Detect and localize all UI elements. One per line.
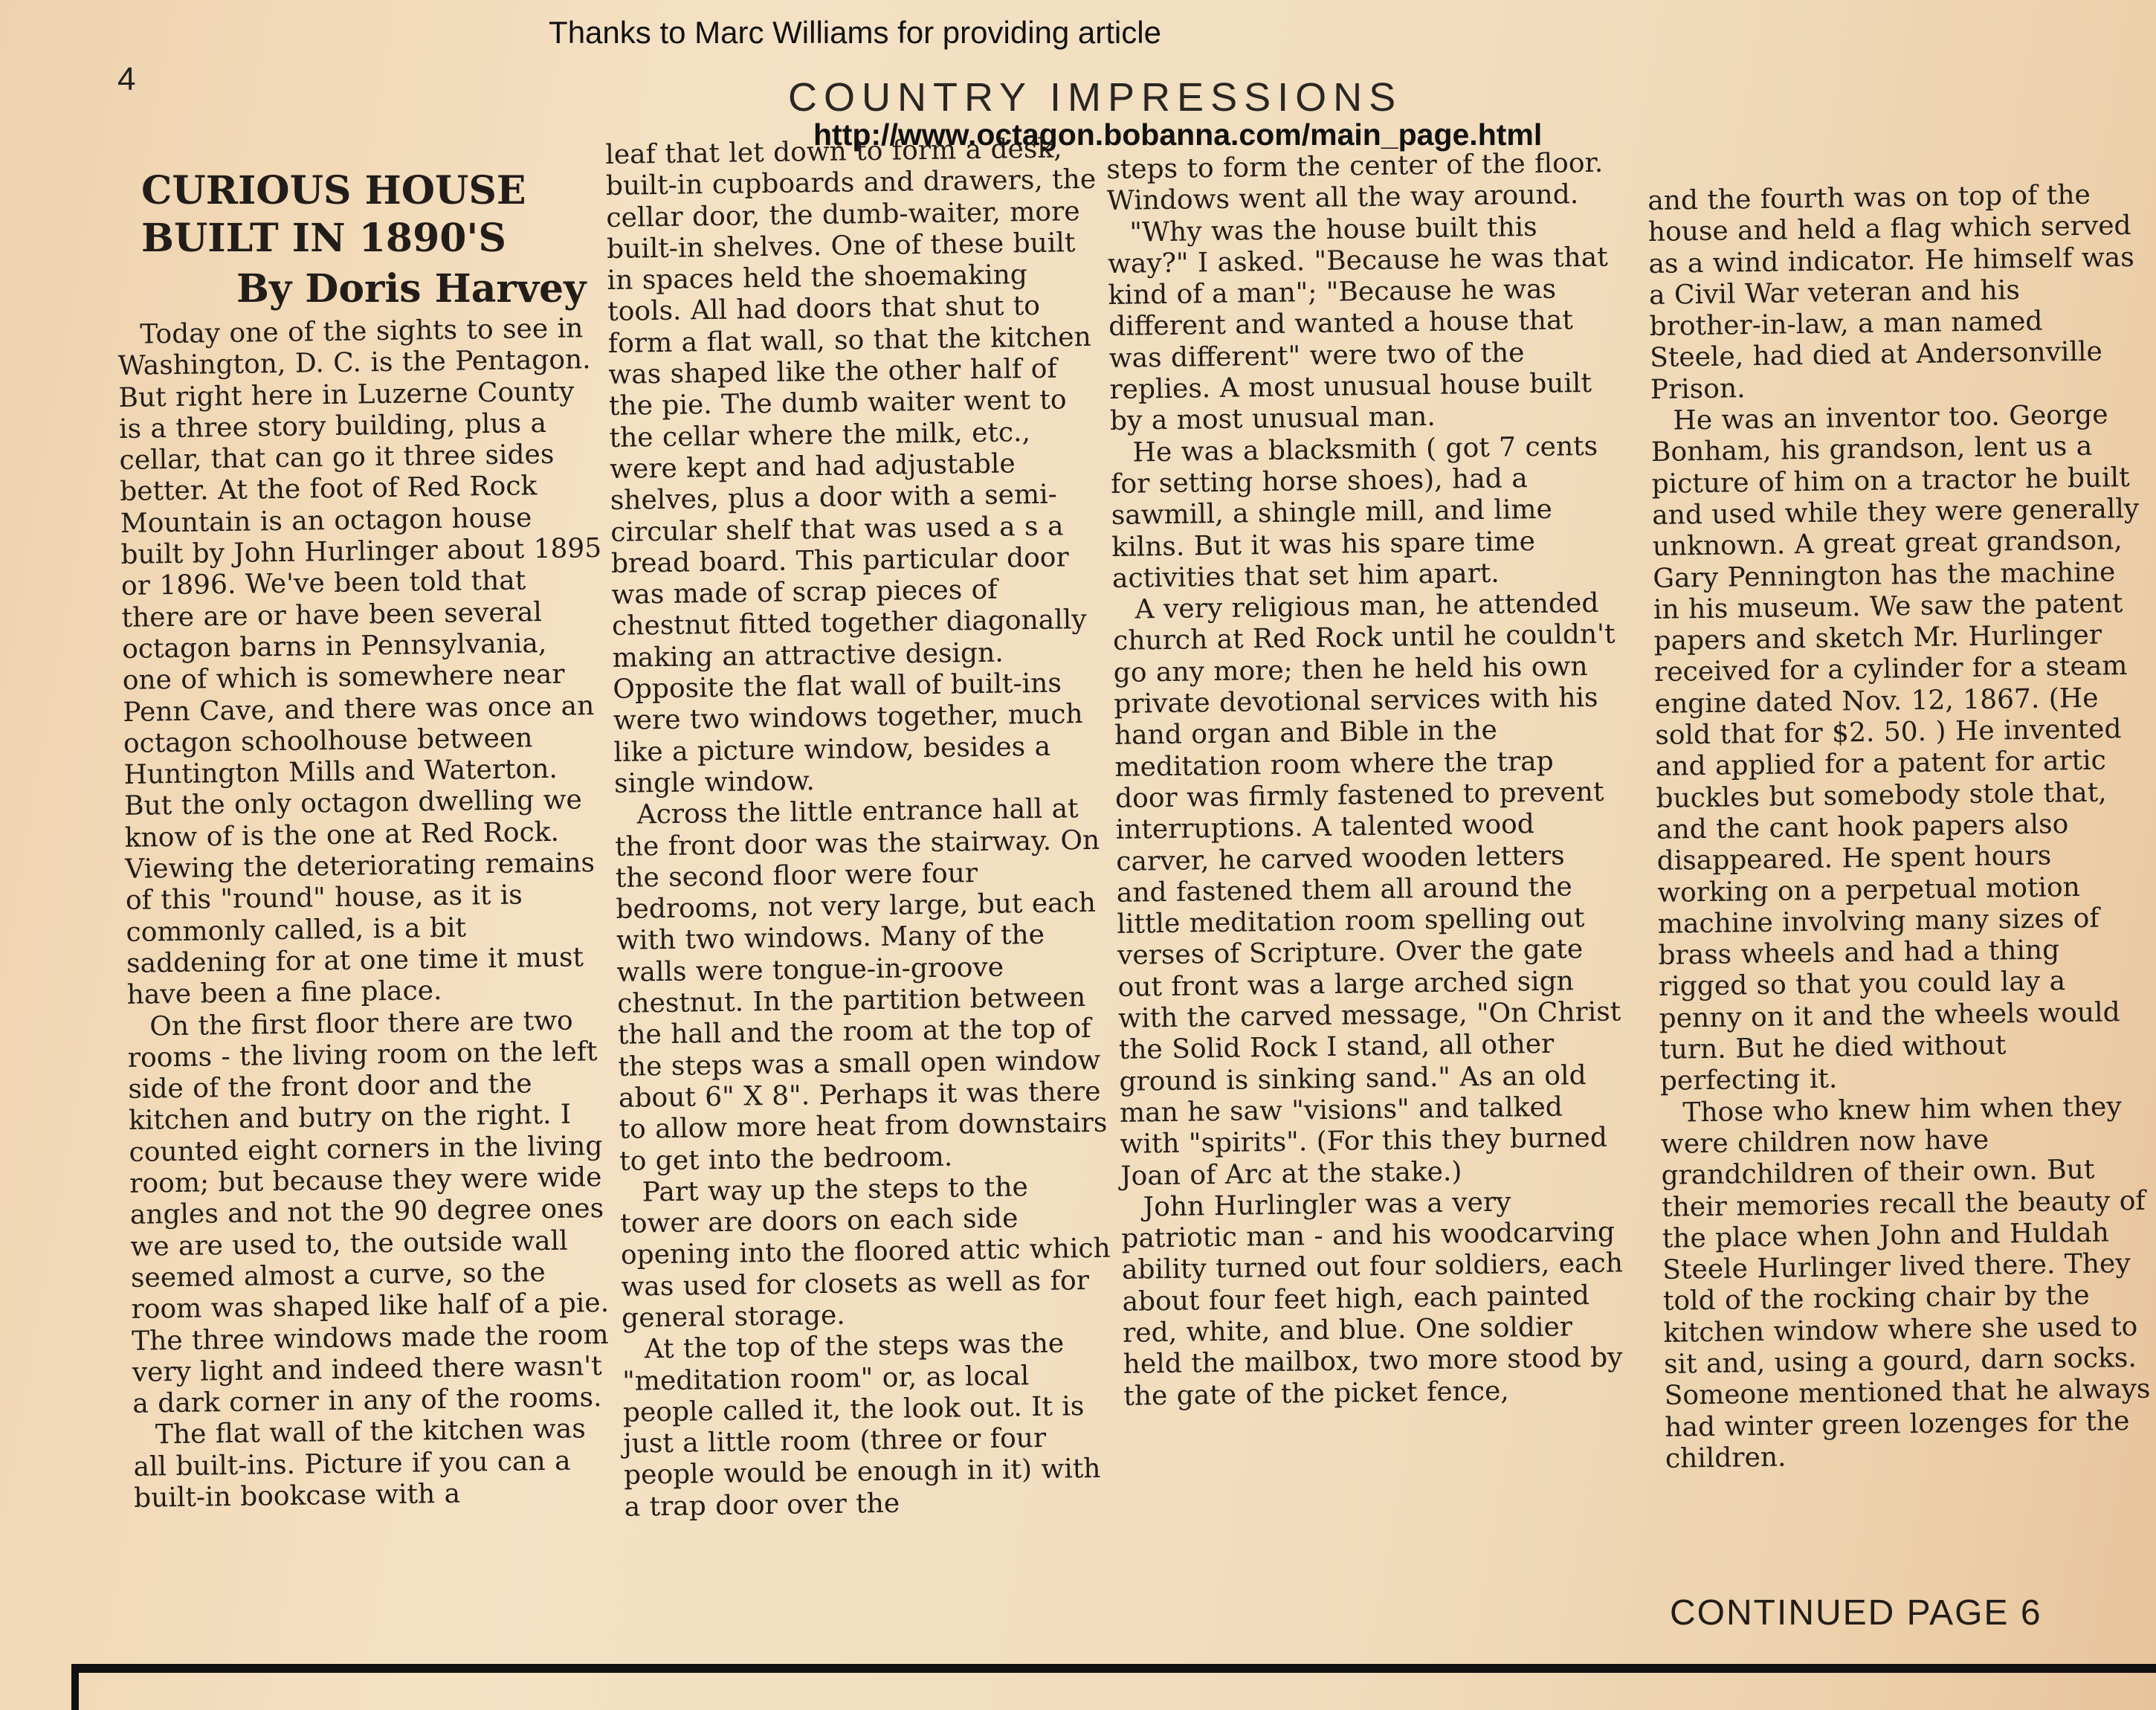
continued-notice: CONTINUED PAGE 6 xyxy=(1670,1593,2042,1633)
article-headline: CURIOUS HOUSE BUILT IN 1890'S xyxy=(141,168,526,261)
paragraph: Part way up the steps to the tower are doors on each side opening into the floored attic which was used for closets as well as for general storage. xyxy=(620,1171,1111,1334)
paragraph: On the first floor there are two rooms - the living room on the left side of the front door and the kitchen and butry on the right. I counted eight corners in the living room; but because they were wide angles and not the 90 degree ones we are used to, the outside wall seemed almost a curve, so the room was shaped like half of a pie. The three windows made the room very light and indeed there wasn't a dark corner in any of the rooms. xyxy=(127,1005,610,1419)
article-column-1 xyxy=(117,313,616,1514)
paragraph: Across the little entrance hall at the front door was the stairway. On the second floor were four bedrooms, not very large, but each with two windows. Many of the walls were tongue-in-groove chestnut. In the partition between the hall and the room at the top of the steps was a small open window about 6" X 8". Perhaps it was there to allow more heat from downstairs to get into the bedroom. xyxy=(614,793,1108,1177)
bottom-border-corner xyxy=(71,1664,79,1710)
paragraph: John Hurlingler was a very patriotic man - and his woodcarving ability turned out four soldiers, each about four feet high, each painted red, white, and blue. One soldier held the mailbox, two more stood by the gate of the picket fence, xyxy=(1121,1187,1624,1412)
article-column-2 xyxy=(605,133,1115,1523)
paragraph: A very religious man, he attended church at Red Rock until he couldn't go any more; then he held his own private devotional services with his hand organ and Bible in the meditation room where the trap door was firmly fastened to prevent interruptions. A talented wood carver, he carved wooden letters and fastened them all around the little meditation room spelling out verses of Scripture. Over the gate out front was a large arched sign with the carved message, "On Christ the Solid Rock I stand, all other ground is sinking sand." As an old man he saw "visions" and talked with "spirits". (For this they burned Joan of Arc at the stake.) xyxy=(1112,587,1621,1192)
paragraph: He was an inventor too. George Bonham, his grandson, lent us a picture of him on a tractor he built and used while they were generally unknown. A great great grandson, Gary Pennington has the machine in his museum. We saw the patent papers and sketch Mr. Hurlinger received for a cylinder for a steam engine dated Nov. 12, 1867. (He sold that for $2. 50. ) He invented and applied for a patent for artic buckles but somebody stole that, and the cant hook papers also disappeared. He spent hours working on a perpetual motion machine involving many sizes of brass wheels and had a thing rigged so that you could lay a penny on it and the wheels would turn. But he died without perfecting it. xyxy=(1650,399,2140,1097)
paragraph: At the top of the steps was the "meditation room" or, as local people called it, the look out. It is just a little room (three or four people would be enough in it) with a trap door over the xyxy=(622,1328,1101,1523)
paragraph: leaf that let down to form a desk, built-in cupboards and drawers, the cellar door, the dumb-waiter, more built-in shelves. One of these built in spaces held the shoemaking tools. All had doors that shut to form a flat wall, so that the kitchen was shaped like the other half of the pie. The dumb waiter went to the cellar where the milk, etc., were kept and had adjustable shelves, plus a door with a semi-circular shelf that was used a s a bread board. This particular door was made of scrap pieces of chestnut fitted together diagonally making an attractive design. Opposite the flat wall of built-ins were two windows together, much like a picture window, besides a single window. xyxy=(605,133,1097,799)
publication-masthead: COUNTRY IMPRESSIONS xyxy=(788,75,1403,120)
paragraph: and the fourth was on top of the house and held a flag which served as a wind indicator. He himself was a Civil War veteran and his brother-in-law, a man named Steele, had died at Andersonville Prison. xyxy=(1647,179,2134,405)
paragraph: Today one of the sights to see in Washington, D. C. is the Pentagon. But right here in Luzerne County is a three story building, plus a cellar, that can go it three sides better. At the foot of Red Rock Mountain is an octagon house built by John Hurlinger about 1895 or 1896. We've been told that there are or have been several octagon barns in Pennsylvania, one of which is somewhere near Penn Cave, and there was once an octagon schoolhouse between Huntington Mills and Waterton. But the only octagon dwelling we know of is the one at Red Rock. Viewing the deteriorating remains of this "round" house, as it is commonly called, is a bit saddening for at one time it must have been a fine place. xyxy=(117,313,602,1011)
paragraph: "Why was the house built this way?" I asked. "Because he was that kind of a man"; "Because he was different and wanted a house that was different" were two of the replies. A most unusual house built by a most unusual man. xyxy=(1107,211,1608,437)
article-column-3 xyxy=(1106,148,1630,1413)
paragraph: Those who knew him when they were children now have grandchildren of their own. But their memories recall the beauty of the place when John and Huldah Steele Hurlinger lived there. They told of the rocking chair by the kitchen window where she used to sit and, using a gourd, darn socks. Someone mentioned that he always had winter green lozenges for the children. xyxy=(1660,1091,2151,1474)
paragraph: steps to form the center of the floor. Windows went all the way around. xyxy=(1106,147,1604,217)
page-number: 4 xyxy=(117,61,136,97)
article-column-4 xyxy=(1647,179,2156,1475)
source-url: http://www.octagon.bobanna.com/main_page.html xyxy=(813,117,1543,152)
paragraph: The flat wall of the kitchen was all built-ins. Picture if you can a built-in bookcase with a xyxy=(133,1413,586,1514)
article-byline: By Doris Harvey xyxy=(236,266,587,312)
bottom-border-rule xyxy=(71,1664,2156,1673)
paragraph: He was a blacksmith ( got 7 cents for setting horse shoes), had a sawmill, a shingle mill, and lime kilns. But it was his spare time activities that set him apart. xyxy=(1110,430,1598,594)
credit-note: Thanks to Marc Williams for providing article xyxy=(549,15,1161,50)
